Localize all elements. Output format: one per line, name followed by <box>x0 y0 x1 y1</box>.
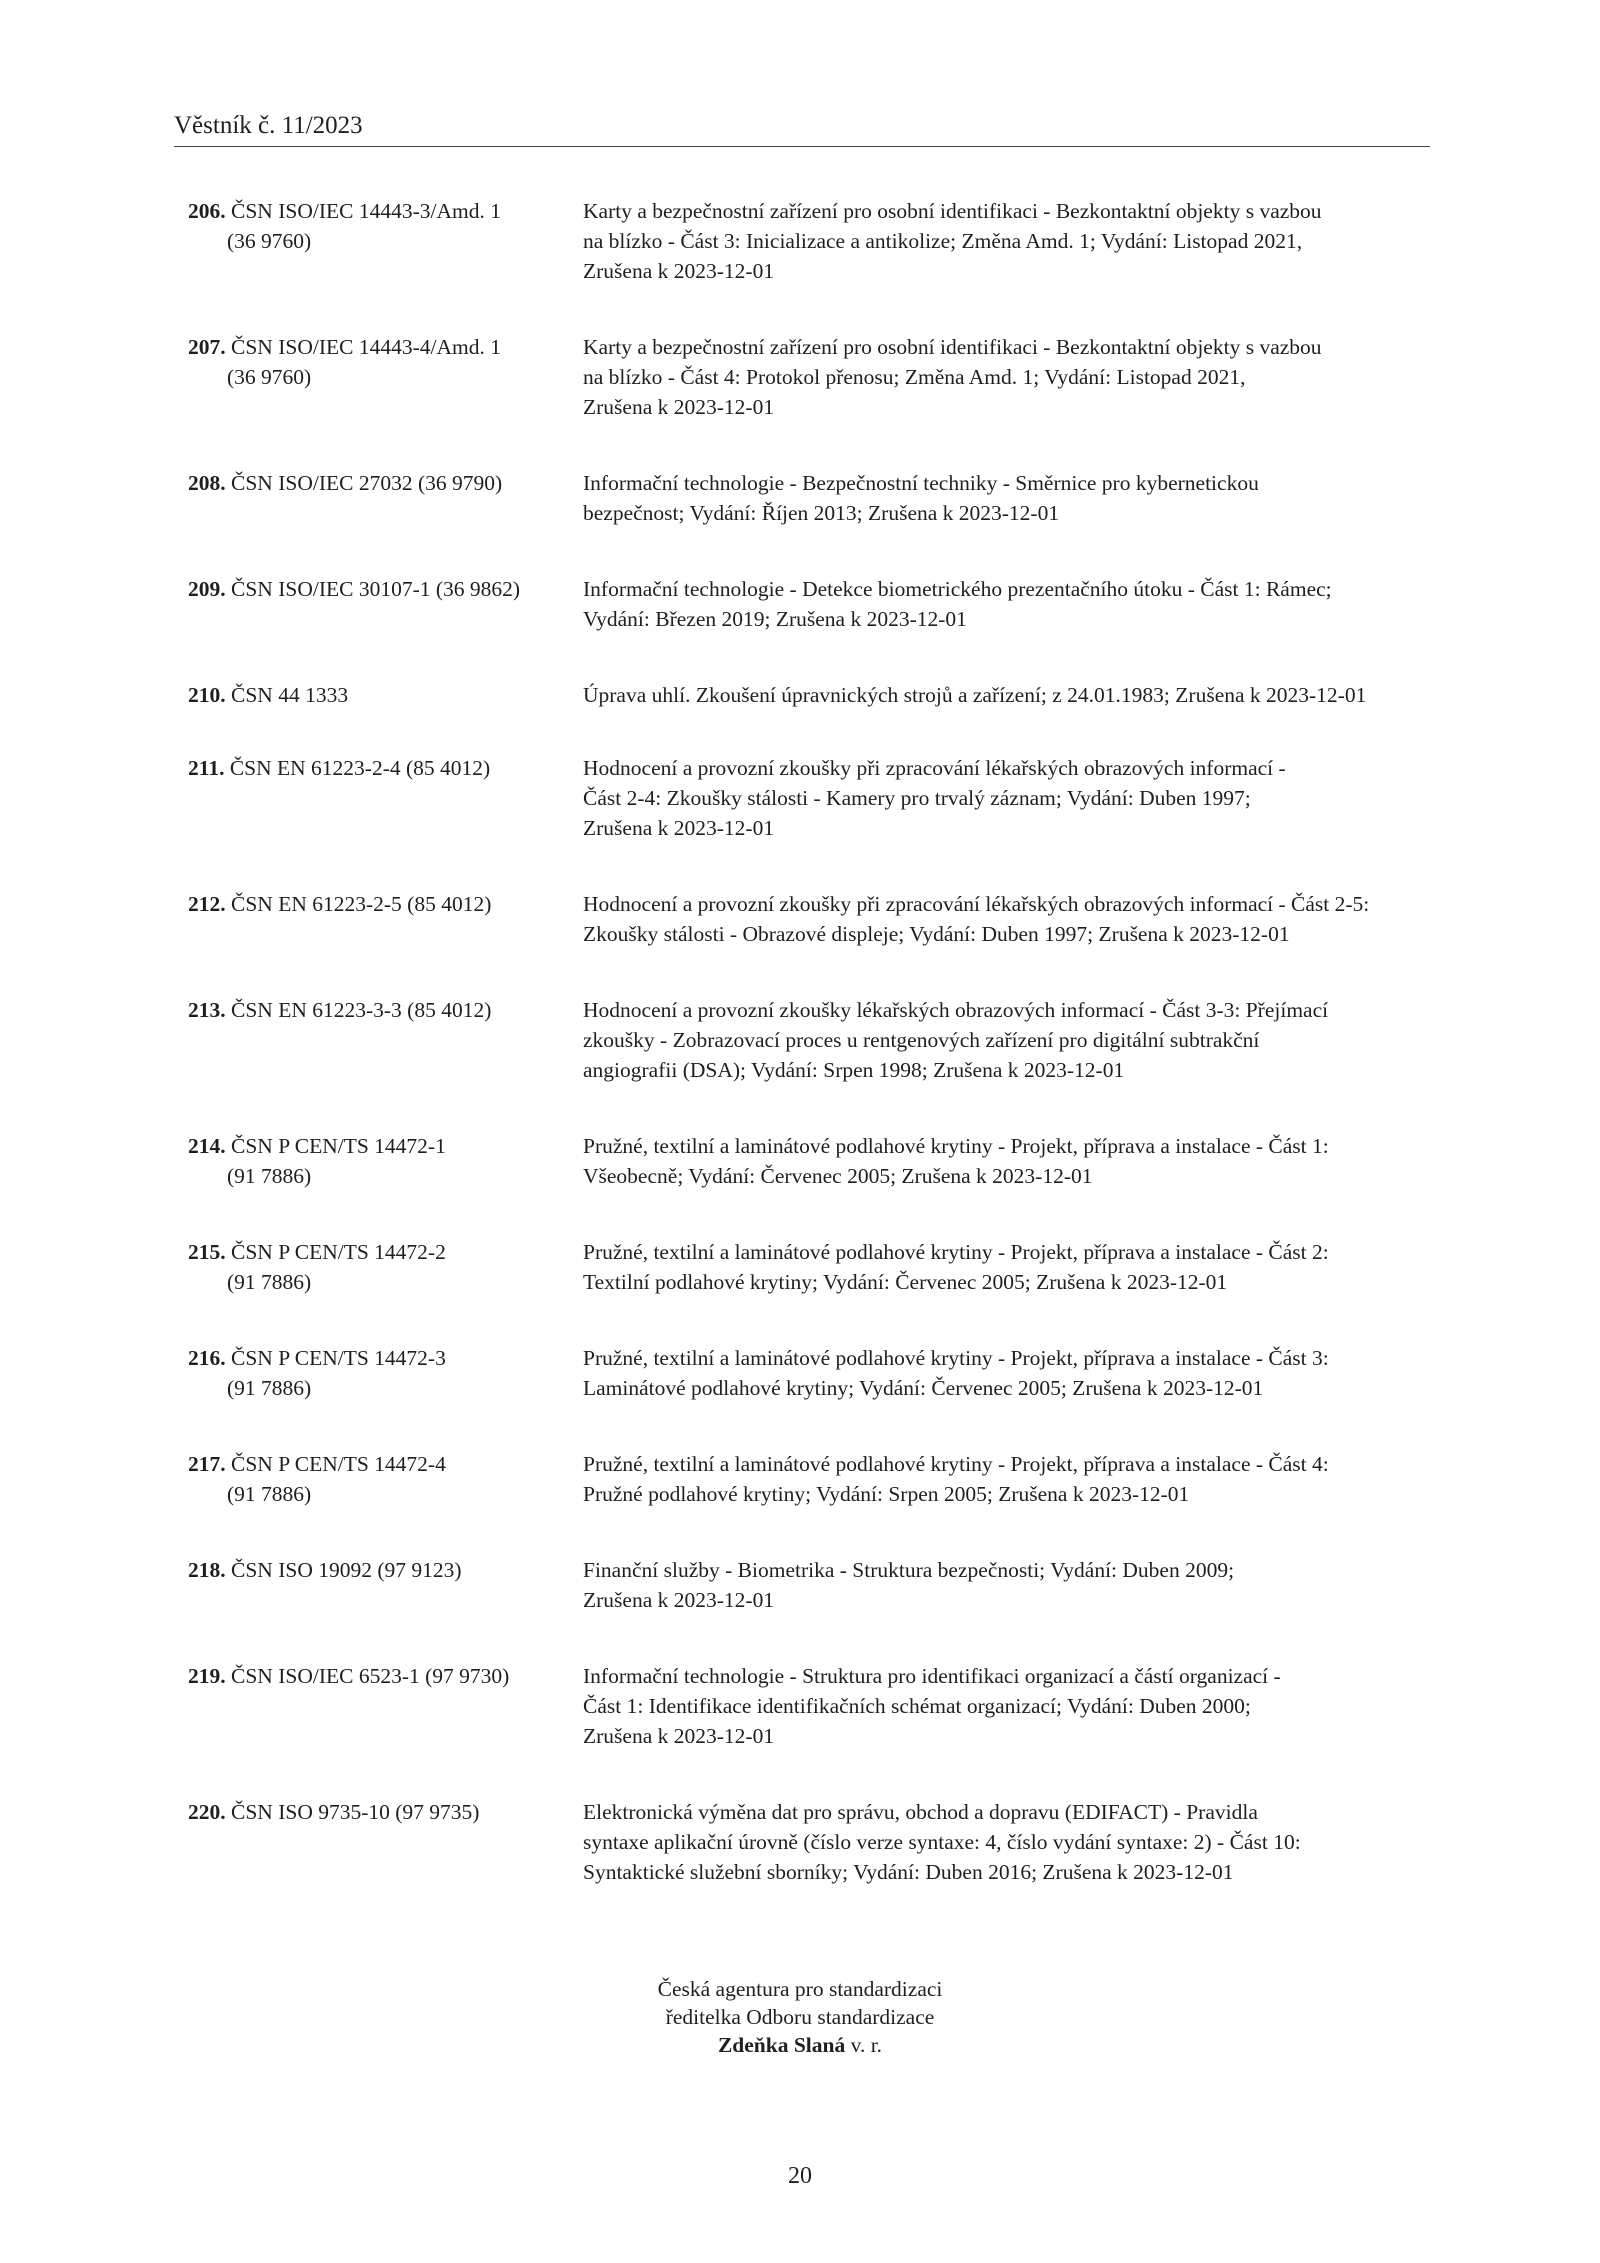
description-line: syntaxe aplikační úrovně (číslo verze syntaxe: 4, číslo vydání syntaxe: 2) - Část 10: <box>583 1830 1301 1854</box>
description-line: Pružné, textilní a laminátové podlahové krytiny - Projekt, příprava a instalace - Část 2: <box>583 1240 1329 1264</box>
description-line: Informační technologie - Detekce biometrického prezentačního útoku - Část 1: Rámec; <box>583 577 1332 601</box>
description-line: Zrušena k 2023-12-01 <box>583 395 775 419</box>
entry-number: 210. <box>188 683 226 707</box>
standard-code <box>188 995 583 1085</box>
standard-class-code: (36 9760) <box>227 229 312 253</box>
description-line: Všeobecně; Vydání: Červenec 2005; Zrušena k 2023-12-01 <box>583 1164 1093 1188</box>
description-line: Pružné, textilní a laminátové podlahové krytiny - Projekt, příprava a instalace - Část 1: <box>583 1134 1329 1158</box>
description-line: Laminátové podlahové krytiny; Vydání: Červenec 2005; Zrušena k 2023-12-01 <box>583 1376 1264 1400</box>
standard-code <box>188 753 583 843</box>
description-line: Syntaktické služební sborníky; Vydání: Duben 2016; Zrušena k 2023-12-01 <box>583 1860 1234 1884</box>
standard-code <box>188 468 583 528</box>
entry-number: 220. <box>188 1800 226 1824</box>
bulletin-title: Věstník č. 11/2023 <box>174 112 363 139</box>
entry-number: 211. <box>188 756 225 780</box>
description-line: na blízko - Část 3: Inicializace a antikolize; Změna Amd. 1; Vydání: Listopad 2021, <box>583 229 1303 253</box>
standard-entry <box>188 889 1432 949</box>
standard-designation: ČSN ISO 9735-10 (97 9735) <box>231 1800 480 1824</box>
description-line: Zrušena k 2023-12-01 <box>583 259 775 283</box>
description-line: Část 1: Identifikace identifikačních schémat organizací; Vydání: Duben 2000; <box>583 1694 1251 1718</box>
entry-number: 215. <box>188 1240 226 1264</box>
standard-designation: ČSN P CEN/TS 14472-3 <box>231 1346 446 1370</box>
standard-description <box>583 468 1432 528</box>
standard-entry <box>188 1661 1432 1751</box>
description-line: na blízko - Část 4: Protokol přenosu; Změna Amd. 1; Vydání: Listopad 2021, <box>583 365 1246 389</box>
description-line: angiografii (DSA); Vydání: Srpen 1998; Zrušena k 2023-12-01 <box>583 1058 1125 1082</box>
description-line: Zrušena k 2023-12-01 <box>583 1724 775 1748</box>
standard-description <box>583 196 1432 286</box>
standard-class-code: (36 9760) <box>227 365 312 389</box>
description-line: Finanční služby - Biometrika - Struktura bezpečnosti; Vydání: Duben 2009; <box>583 1558 1235 1582</box>
standard-designation: ČSN ISO/IEC 27032 (36 9790) <box>231 471 503 495</box>
standard-entry <box>188 1343 1432 1403</box>
standard-code <box>188 1343 583 1403</box>
signature-position: ředitelka Odboru standardizace <box>665 2005 935 2029</box>
standard-description <box>583 1237 1432 1297</box>
description-line: Část 2-4: Zkoušky stálosti - Kamery pro trvalý záznam; Vydání: Duben 1997; <box>583 786 1251 810</box>
standard-description <box>583 1131 1432 1191</box>
description-line: Hodnocení a provozní zkoušky při zpracování lékařských obrazových informací - <box>583 756 1286 780</box>
standard-entry <box>188 332 1432 422</box>
standard-code <box>188 1797 583 1887</box>
entry-number: 219. <box>188 1664 226 1688</box>
standard-designation: ČSN P CEN/TS 14472-1 <box>231 1134 446 1158</box>
standard-code <box>188 1449 583 1509</box>
standard-code <box>188 574 583 634</box>
signature-suffix: v. r. <box>845 2033 883 2057</box>
entry-number: 206. <box>188 199 226 223</box>
standard-designation: ČSN ISO/IEC 6523-1 (97 9730) <box>231 1664 510 1688</box>
standard-description <box>583 1797 1432 1887</box>
standard-designation: ČSN ISO/IEC 30107-1 (36 9862) <box>231 577 521 601</box>
standard-class-code: (91 7886) <box>227 1376 312 1400</box>
standard-entry <box>188 1237 1432 1297</box>
standard-description <box>583 1343 1432 1403</box>
standard-description <box>583 1661 1432 1751</box>
standard-entry <box>188 196 1432 286</box>
entry-number: 207. <box>188 335 226 359</box>
standard-entry <box>188 995 1432 1085</box>
standard-designation: ČSN ISO/IEC 14443-3/Amd. 1 <box>231 199 501 223</box>
standard-designation: ČSN EN 61223-2-4 (85 4012) <box>229 756 491 780</box>
description-line: Úprava uhlí. Zkoušení úpravnických strojů a zařízení; z 24.01.1983; Zrušena k 2023-12-01 <box>583 683 1367 707</box>
description-line: Karty a bezpečnostní zařízení pro osobní identifikaci - Bezkontaktní objekty s vazbou <box>583 335 1322 359</box>
standard-description <box>583 1555 1432 1615</box>
description-line: Hodnocení a provozní zkoušky lékařských obrazových informací - Část 3-3: Přejímací <box>583 998 1329 1022</box>
entry-number: 217. <box>188 1452 226 1476</box>
description-line: Zkoušky stálosti - Obrazové displeje; Vydání: Duben 1997; Zrušena k 2023-12-01 <box>583 922 1290 946</box>
standard-code <box>188 889 583 949</box>
standard-entry <box>188 753 1432 843</box>
standard-designation: ČSN EN 61223-3-3 (85 4012) <box>231 998 492 1022</box>
entry-number: 213. <box>188 998 226 1022</box>
entry-number: 208. <box>188 471 226 495</box>
signature-block <box>0 1975 1600 2059</box>
standard-designation: ČSN EN 61223-2-5 (85 4012) <box>231 892 492 916</box>
description-line: Textilní podlahové krytiny; Vydání: Červenec 2005; Zrušena k 2023-12-01 <box>583 1270 1228 1294</box>
standard-code <box>188 680 583 710</box>
standard-description <box>583 332 1432 422</box>
standard-entry <box>188 1797 1432 1887</box>
description-line: Zrušena k 2023-12-01 <box>583 816 775 840</box>
standard-description <box>583 574 1432 634</box>
standard-class-code: (91 7886) <box>227 1482 312 1506</box>
signature-organization: Česká agentura pro standardizaci <box>657 1977 943 2001</box>
description-line: Pružné podlahové krytiny; Vydání: Srpen 2005; Zrušena k 2023-12-01 <box>583 1482 1190 1506</box>
page-header <box>174 112 1430 147</box>
description-line: Karty a bezpečnostní zařízení pro osobní identifikaci - Bezkontaktní objekty s vazbou <box>583 199 1322 223</box>
description-line: Elektronická výměna dat pro správu, obchod a dopravu (EDIFACT) - Pravidla <box>583 1800 1258 1824</box>
signature-name: Zdeňka Slaná <box>717 2033 846 2057</box>
description-line: Zrušena k 2023-12-01 <box>583 1588 775 1612</box>
standard-designation: ČSN ISO 19092 (97 9123) <box>231 1558 462 1582</box>
standard-code <box>188 1131 583 1191</box>
entry-number: 209. <box>188 577 226 601</box>
standard-entry <box>188 1449 1432 1509</box>
standard-description <box>583 753 1432 843</box>
standard-designation: ČSN ISO/IEC 14443-4/Amd. 1 <box>231 335 501 359</box>
standard-description <box>583 889 1432 949</box>
standard-class-code: (91 7886) <box>227 1270 312 1294</box>
entry-number: 218. <box>188 1558 226 1582</box>
standard-description <box>583 995 1432 1085</box>
standard-entry <box>188 1131 1432 1191</box>
standard-entry <box>188 1555 1432 1615</box>
description-line: Informační technologie - Struktura pro identifikaci organizací a částí organizací - <box>583 1664 1281 1688</box>
standard-entry <box>188 574 1432 634</box>
standard-description <box>583 1449 1432 1509</box>
standard-entry <box>188 468 1432 528</box>
standard-code <box>188 1555 583 1615</box>
standard-entry <box>188 680 1432 710</box>
standards-list <box>188 196 1432 1933</box>
description-line: bezpečnost; Vydání: Říjen 2013; Zrušena k 2023-12-01 <box>583 501 1060 525</box>
entry-number: 216. <box>188 1346 226 1370</box>
signature-name-line <box>0 2031 1600 2059</box>
description-line: Informační technologie - Bezpečnostní techniky - Směrnice pro kybernetickou <box>583 471 1259 495</box>
standard-description <box>583 680 1432 710</box>
description-line: Pružné, textilní a laminátové podlahové krytiny - Projekt, příprava a instalace - Část 4: <box>583 1452 1329 1476</box>
page-number: 20 <box>788 2163 812 2189</box>
standard-code <box>188 1237 583 1297</box>
description-line: Pružné, textilní a laminátové podlahové krytiny - Projekt, příprava a instalace - Část 3: <box>583 1346 1329 1370</box>
description-line: zkoušky - Zobrazovací proces u rentgenových zařízení pro digitální subtrakční <box>583 1028 1260 1052</box>
description-line: Vydání: Březen 2019; Zrušena k 2023-12-01 <box>583 607 967 631</box>
standard-code <box>188 196 583 286</box>
standard-designation: ČSN 44 1333 <box>231 683 349 707</box>
standard-designation: ČSN P CEN/TS 14472-4 <box>231 1452 446 1476</box>
entry-number: 214. <box>188 1134 226 1158</box>
standard-designation: ČSN P CEN/TS 14472-2 <box>231 1240 446 1264</box>
standard-code <box>188 332 583 422</box>
description-line: Hodnocení a provozní zkoušky při zpracování lékařských obrazových informací - Část 2-5: <box>583 892 1370 916</box>
standard-code <box>188 1661 583 1751</box>
standard-class-code: (91 7886) <box>227 1164 312 1188</box>
entry-number: 212. <box>188 892 226 916</box>
